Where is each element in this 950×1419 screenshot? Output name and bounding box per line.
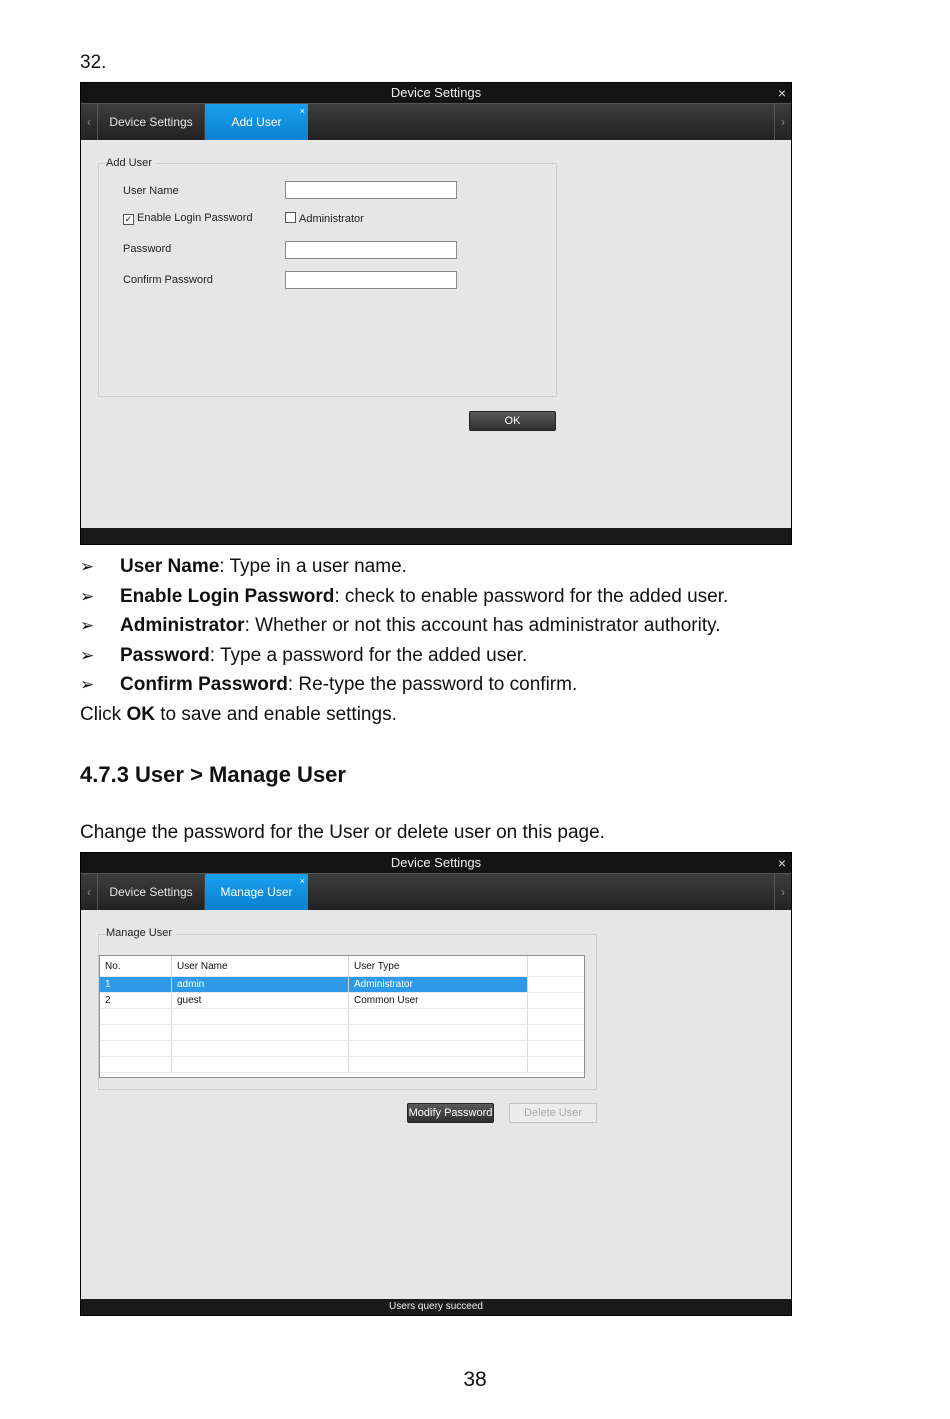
- cell-no: 1: [100, 977, 172, 993]
- close-icon[interactable]: ×: [777, 85, 786, 101]
- step-number: 32.: [80, 52, 107, 73]
- field-descriptions: [80, 554, 880, 702]
- bullet-term: Administrator: [120, 615, 245, 637]
- user-name-label: User Name: [123, 185, 179, 197]
- section-heading: 4.7.3 User > Manage User: [80, 762, 346, 787]
- arrow-bullet-icon: ➢: [80, 675, 95, 695]
- bullet-term: User Name: [120, 556, 220, 577]
- checkbox-checked-icon[interactable]: ✓: [124, 214, 133, 224]
- tab-device-settings[interactable]: Device Settings: [98, 104, 205, 140]
- ok-button[interactable]: OK: [469, 411, 556, 431]
- arrow-bullet-icon: ➢: [80, 586, 95, 606]
- chevron-left-icon[interactable]: ‹: [81, 874, 98, 910]
- confirm-password-label: Confirm Password: [123, 274, 213, 286]
- password-label: Password: [123, 243, 172, 255]
- tab-manage-user[interactable]: [205, 874, 308, 910]
- table-header-row: [100, 956, 584, 977]
- cell-filler: [528, 977, 585, 993]
- page-number: 38: [463, 1368, 487, 1391]
- bullet-text: : Type in a user name.: [219, 556, 407, 577]
- administrator-checkbox[interactable]: [285, 212, 364, 225]
- cell-no: 2: [100, 993, 172, 1009]
- enable-login-password-label: Enable Login Password: [137, 212, 253, 224]
- list-item: [80, 613, 880, 643]
- column-header-user-type[interactable]: User Type: [349, 956, 528, 977]
- bullet-term: Enable Login Password: [120, 585, 335, 607]
- cell-user-name: guest: [172, 993, 349, 1009]
- table-row-empty: [100, 1009, 584, 1025]
- bullet-text: : Type a password for the added user.: [209, 644, 528, 666]
- arrow-bullet-icon: ➢: [80, 557, 95, 576]
- window-body: [81, 910, 791, 1299]
- administrator-label: Administrator: [299, 213, 364, 225]
- chevron-right-icon[interactable]: ›: [774, 874, 791, 910]
- tab-label: Add User: [231, 115, 282, 129]
- checkbox-unchecked-icon[interactable]: [285, 212, 296, 223]
- group-legend: Manage User: [106, 927, 176, 939]
- bullet-text: : check to enable password for the added user.: [334, 585, 729, 607]
- close-icon[interactable]: ×: [777, 855, 786, 871]
- user-name-input[interactable]: [285, 181, 457, 199]
- table-row-empty: [100, 1025, 584, 1041]
- list-item: [80, 643, 880, 673]
- status-text: Users query succeed: [389, 1301, 483, 1312]
- table-row-empty: [100, 1057, 584, 1073]
- tab-close-icon[interactable]: ×: [299, 106, 305, 116]
- list-item: [80, 554, 880, 584]
- list-item: [80, 672, 880, 702]
- tab-add-user[interactable]: [205, 104, 308, 140]
- cell-filler: [528, 993, 585, 1009]
- section-intro: Change the password for the User or delete user on this page.: [80, 822, 605, 843]
- group-legend: Add User: [106, 157, 156, 169]
- cell-user-name: admin: [172, 977, 349, 993]
- confirm-password-input[interactable]: [285, 271, 457, 289]
- bullet-term: Confirm Password: [120, 674, 288, 696]
- instruction-pre: Click: [80, 704, 127, 725]
- cell-user-type: Administrator: [349, 977, 528, 993]
- arrow-bullet-icon: ➢: [80, 616, 95, 636]
- window-title: Device Settings: [390, 855, 482, 870]
- window-body: [81, 140, 791, 528]
- column-header-filler: [528, 956, 585, 977]
- enable-login-password-checkbox[interactable]: [123, 212, 253, 225]
- column-header-user-name[interactable]: User Name: [172, 956, 349, 977]
- table-row-empty: [100, 1041, 584, 1057]
- instruction-post: to save and enable settings.: [154, 704, 397, 725]
- click-ok-instruction: [80, 704, 397, 726]
- window-title: Device Settings: [390, 85, 482, 100]
- tab-label: Manage User: [220, 885, 293, 899]
- tab-bar: [81, 873, 791, 910]
- list-item: [80, 584, 880, 614]
- window-title-bar: [81, 853, 791, 873]
- bullet-text: : Re-type the password to confirm.: [287, 674, 578, 696]
- column-header-no[interactable]: No.: [100, 956, 172, 977]
- bullet-text: : Whether or not this account has administrator authority.: [244, 615, 721, 637]
- password-input[interactable]: [285, 241, 457, 259]
- delete-user-button[interactable]: Delete User: [509, 1103, 597, 1123]
- modify-password-button[interactable]: Modify Password: [407, 1103, 494, 1123]
- tab-bar: [81, 103, 791, 140]
- status-bar: [81, 1299, 791, 1315]
- add-user-window: [80, 82, 792, 545]
- table-row[interactable]: [100, 977, 584, 993]
- chevron-right-icon[interactable]: ›: [774, 104, 791, 140]
- tab-close-icon[interactable]: ×: [299, 876, 305, 886]
- manage-user-window: [80, 852, 792, 1316]
- user-table: [99, 955, 585, 1078]
- status-bar: [81, 528, 791, 544]
- chevron-left-icon[interactable]: ‹: [81, 104, 98, 140]
- bullet-term: Password: [120, 644, 210, 666]
- cell-user-type: Common User: [349, 993, 528, 1009]
- arrow-bullet-icon: ➢: [80, 645, 95, 665]
- table-row[interactable]: [100, 993, 584, 1009]
- tab-device-settings[interactable]: Device Settings: [98, 874, 205, 910]
- window-title-bar: [81, 83, 791, 103]
- instruction-bold: OK: [126, 704, 155, 725]
